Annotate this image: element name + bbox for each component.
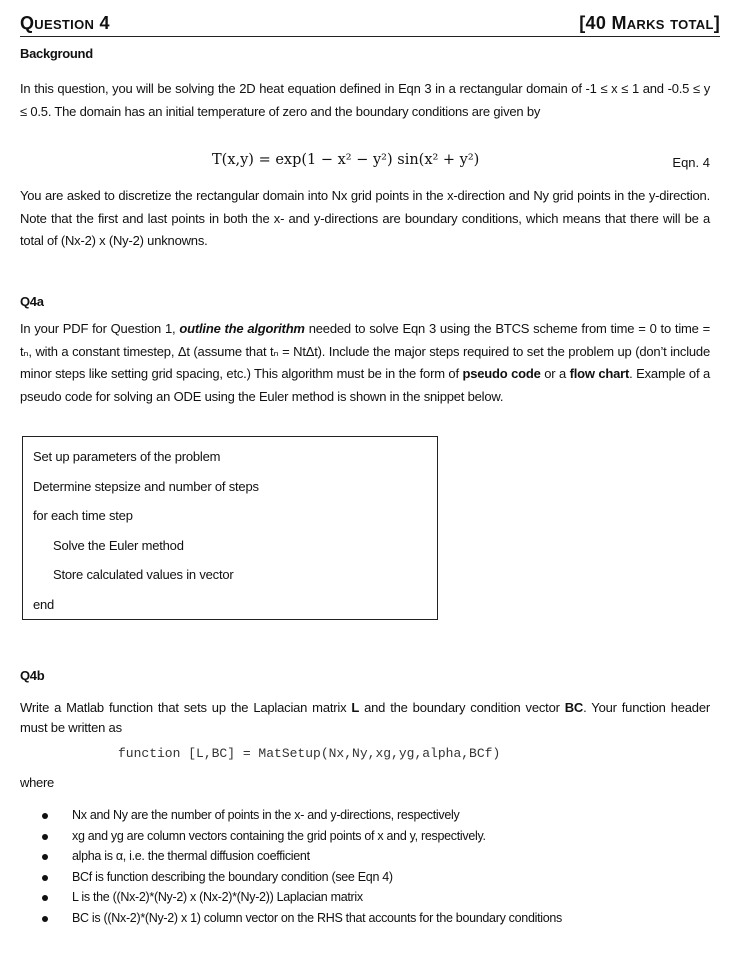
bullet-icon (42, 916, 48, 922)
list-item (42, 870, 722, 891)
equation-label: Eqn. 4 (672, 155, 710, 170)
list-item-text: xg and yg are column vectors containing the grid points of x and y, respectively. (72, 828, 486, 843)
pseudocode-line: Determine stepsize and number of steps (33, 478, 259, 494)
list-item-text: BCf is function describing the boundary condition (see Eqn 4) (72, 869, 393, 884)
function-signature: function [L,BC] = MatSetup(Nx,Ny,xg,yg,alpha,BCf) (118, 746, 501, 761)
pseudocode-snippet (22, 436, 438, 620)
q4b-bold-BC: BC (564, 700, 584, 715)
q4b-bold-L: L (351, 700, 360, 715)
where-label: where (20, 775, 54, 790)
boundary-equation: T(x,y) = exp(1 − x² − y²) sin(x² + y²) (212, 152, 480, 168)
list-item-text: L is the ((Nx-2)*(Ny-2) x (Nx-2)*(Ny-2)) Laplacian matrix (72, 890, 363, 904)
q4a-text: . Example of a pseudo code for solving an ODE using the Euler method is shown in the snippet below. (20, 366, 710, 404)
bullet-icon (42, 895, 48, 901)
bullet-icon (42, 854, 48, 860)
q4a-bold-flow-chart: flow chart (569, 366, 630, 381)
list-item (42, 808, 722, 829)
bullet-icon (42, 875, 48, 881)
equation-row (20, 152, 710, 174)
q4a-bold-pseudo-code: pseudo code (462, 366, 541, 381)
q4b-text: and the boundary condition vector (359, 700, 565, 715)
list-item (42, 890, 722, 911)
q4b-paragraph (20, 698, 710, 738)
list-item (42, 849, 722, 870)
q4a-heading: Q4a (20, 294, 44, 309)
list-item (42, 829, 722, 850)
background-heading: Background (20, 46, 93, 61)
q4b-text: . Your function header must be written as (20, 700, 710, 735)
question-title: Question 4 (20, 13, 110, 33)
q4a-text: needed to solve Eqn 3 using the BTCS scheme from time = 0 to time = tₙ, with a constant timestep, Δt (assume that tₙ = NtΔt). Include the major steps required to set the problem up (don’t include minor steps like setting grid spacing, etc.) This algorithm must be in the form of (20, 321, 710, 381)
pseudocode-line: for each time step (33, 508, 133, 523)
list-item-text: BC is ((Nx-2)*(Ny-2) x 1) column vector on the RHS that accounts for the boundary conditions (72, 910, 562, 925)
question-header (20, 10, 720, 37)
background-paragraph-1: In this question, you will be solving the 2D heat equation defined in Eqn 3 in a rectangular domain of -1 ≤ x ≤ 1 and -0.5 ≤ y ≤ 0.5. The domain has an initial temperature of zero and the boundary conditions are given by (20, 81, 710, 119)
parameter-list (42, 808, 722, 931)
pseudocode-line: Solve the Euler method (53, 537, 184, 553)
q4a-paragraph (20, 318, 710, 408)
bullet-icon (42, 834, 48, 840)
pseudocode-line: end (33, 596, 55, 612)
bullet-icon (42, 813, 48, 819)
q4a-text: In your PDF for Question 1, (20, 321, 180, 336)
question-marks: [40 Marks total] (579, 13, 720, 33)
list-item-text: alpha is α, i.e. the thermal diffusion coefficient (72, 849, 310, 863)
background-paragraph-2: You are asked to discretize the rectangular domain into Nx grid points in the x-direction and Ny grid points in the y-direction. Note that the first and last points in both the x- and y-directions are boundary conditions, which means that there will be a total of (Nx-2) x (Ny-2) unknowns. (20, 188, 710, 248)
q4b-text: Write a Matlab function that sets up the Laplacian matrix (20, 700, 352, 715)
pseudocode-line: Set up parameters of the problem (33, 449, 221, 464)
q4a-text: or a (540, 366, 570, 381)
pseudocode-line: Store calculated values in vector (53, 567, 234, 582)
list-item (42, 911, 722, 932)
q4b-heading: Q4b (20, 668, 45, 683)
list-item-text: Nx and Ny are the number of points in the x- and y-directions, respectively (72, 808, 460, 822)
q4a-emphasis: outline the algorithm (179, 321, 305, 336)
